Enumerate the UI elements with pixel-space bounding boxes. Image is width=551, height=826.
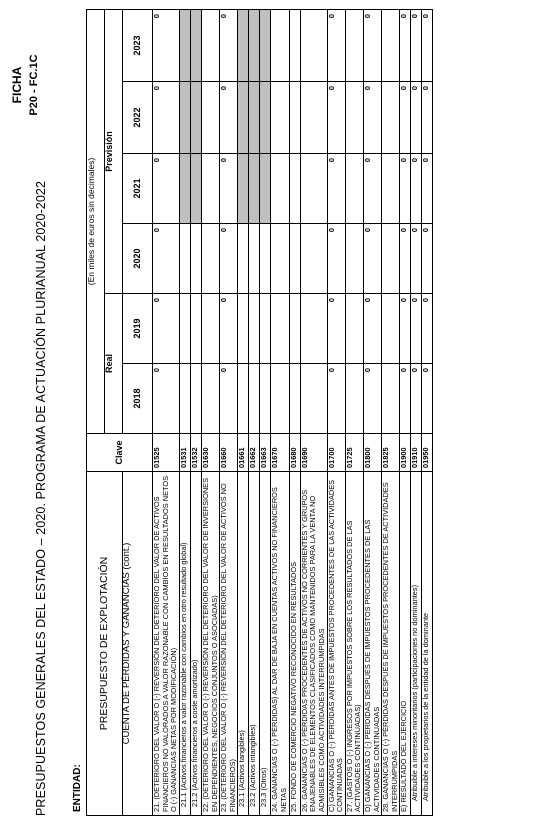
value-cell	[260, 364, 271, 434]
row-code: 01525	[153, 434, 180, 472]
value-cell: 0	[411, 294, 422, 364]
value-cell	[202, 224, 220, 294]
table-row	[300, 9, 327, 815]
value-cell: 0	[400, 9, 411, 81]
value-cell: 0	[327, 224, 345, 294]
value-cell	[260, 82, 271, 154]
value-cell	[300, 154, 327, 224]
value-cell	[191, 294, 202, 364]
table-row	[271, 9, 289, 815]
table-row	[411, 9, 422, 815]
value-cell	[191, 9, 202, 81]
value-cell: 0	[400, 82, 411, 154]
row-label: 26. GANANCIAS O (-) PÉRDIDAS PROCEDENTES DE ACTIVOS NO CORRIENTES Y GRUPOS ENAJENABLES DE ELEMENTOS CLASIFICADOS COMO MANTENIDOS PARA LA VENTA NO ADMISIBLES COMO ACTIVIDADES INTERRUMPIDAS	[300, 472, 327, 816]
prevision-header: Previsión	[105, 9, 123, 293]
value-cell	[382, 294, 400, 364]
value-cell	[271, 294, 289, 364]
row-code: 01680	[289, 434, 300, 472]
year-2019: 2019	[123, 294, 153, 364]
row-code: 01800	[363, 434, 381, 472]
value-cell: 0	[327, 364, 345, 434]
clave-header: Clave	[87, 434, 153, 472]
row-code: 01662	[249, 434, 260, 472]
value-cell	[345, 82, 363, 154]
row-label: E) RESULTADO DEL EJERCICIO	[400, 472, 411, 816]
value-cell: 0	[400, 294, 411, 364]
value-cell: 0	[327, 82, 345, 154]
section-subtitle: CUENTA DE PÉRDIDAS Y GANANCIAS (cont.)	[123, 472, 153, 816]
year-2021: 2021	[123, 154, 153, 224]
value-cell: 0	[363, 82, 381, 154]
row-code: 01825	[382, 434, 400, 472]
value-cell	[271, 82, 289, 154]
year-2022: 2022	[123, 82, 153, 154]
value-cell: 0	[422, 294, 433, 364]
table-row	[289, 9, 300, 815]
value-cell: 0	[327, 9, 345, 81]
row-label: 24. GANANCIAS O (-) PÉRDIDAS) AL DAR DE BAJA EN CUENTAS ACTIVOS NO FINANCIEROS NETAS	[271, 472, 289, 816]
value-cell	[202, 294, 220, 364]
value-cell	[249, 9, 260, 81]
value-cell: 0	[153, 9, 180, 81]
value-cell: 0	[422, 82, 433, 154]
row-code: 01725	[345, 434, 363, 472]
value-cell	[382, 82, 400, 154]
value-cell	[191, 154, 202, 224]
value-cell: 0	[411, 364, 422, 434]
value-cell	[271, 154, 289, 224]
value-cell	[345, 154, 363, 224]
table-row	[220, 9, 238, 815]
table-row	[260, 9, 271, 815]
value-cell	[249, 294, 260, 364]
value-cell	[249, 154, 260, 224]
value-cell: 0	[400, 154, 411, 224]
table-row	[422, 9, 433, 815]
row-code: 01690	[300, 434, 327, 472]
value-cell	[238, 294, 249, 364]
value-cell	[382, 9, 400, 81]
row-label: 21.1 (Activos financieros a valor razonable con cambios en otro resultado global)	[180, 472, 191, 816]
value-cell	[180, 224, 191, 294]
year-2023: 2023	[123, 9, 153, 81]
units-note: (En miles de euros sin decimales)	[87, 9, 105, 433]
value-cell	[271, 364, 289, 434]
row-code: 01900	[400, 434, 411, 472]
value-cell	[180, 294, 191, 364]
ficha-code: P20 - FC.1C	[28, 54, 40, 116]
value-cell: 0	[220, 9, 238, 81]
table-row	[327, 9, 345, 815]
value-cell	[382, 154, 400, 224]
value-cell	[202, 9, 220, 81]
value-cell	[191, 82, 202, 154]
value-cell: 0	[220, 224, 238, 294]
value-cell	[180, 82, 191, 154]
row-code: 01700	[327, 434, 345, 472]
value-cell: 0	[327, 154, 345, 224]
value-cell	[345, 224, 363, 294]
value-cell	[300, 364, 327, 434]
value-cell	[289, 364, 300, 434]
row-label: D) GANANCIAS O (-) PÉRDIDAS DESPUÉS DE IMPUESTOS PROCEDENTES DE LAS ACTIVIDADES CONTINUADAS	[363, 472, 381, 816]
value-cell	[249, 364, 260, 434]
value-cell	[345, 294, 363, 364]
value-cell: 0	[363, 364, 381, 434]
value-cell: 0	[220, 364, 238, 434]
value-cell	[249, 82, 260, 154]
row-label: 28. GANANCIAS O (-) PÉRDIDAS DESPUÉS DE IMPUESTOS PROCEDENTES DE ACTIVIDADES INTERRUMPIDAS	[382, 472, 400, 816]
value-cell: 0	[327, 294, 345, 364]
value-cell: 0	[153, 364, 180, 434]
value-cell	[289, 9, 300, 81]
value-cell	[180, 9, 191, 81]
row-label: 23. (DETERIORO DEL VALOR O (-) REVERSIÓN DEL DETERIORO DEL VALOR DE ACTIVOS NO FINANCIEROS)	[220, 472, 238, 816]
value-cell: 0	[411, 224, 422, 294]
real-header: Real	[105, 294, 123, 434]
value-cell: 0	[153, 224, 180, 294]
row-label: 22. (DETERIORO DEL VALOR O (-) REVERSIÓN DEL DETERIORO DEL VALOR DE INVERSIONES EN DEPENDIENTES, NEGOCIOS CONJUNTOS O ASOCIADAS)	[202, 472, 220, 816]
row-code: 01950	[422, 434, 433, 472]
value-cell: 0	[153, 294, 180, 364]
table-row	[363, 9, 381, 815]
ficha-box	[8, 10, 42, 160]
title-bar	[8, 10, 66, 816]
row-code: 01910	[411, 434, 422, 472]
value-cell	[238, 154, 249, 224]
row-label: 21.2 (Activos financieros a coste amortizado)	[191, 472, 202, 816]
value-cell: 0	[411, 82, 422, 154]
entidad-label: ENTIDAD:	[72, 764, 83, 812]
value-cell	[271, 9, 289, 81]
value-cell	[300, 294, 327, 364]
document-title: PRESUPUESTOS GENERALES DEL ESTADO – 2020. PROGRAMA DE ACTUACIÓN PLURIANUAL 2020-2022	[34, 180, 48, 816]
value-cell: 0	[220, 154, 238, 224]
value-cell	[202, 364, 220, 434]
value-cell: 0	[363, 9, 381, 81]
value-cell: 0	[411, 154, 422, 224]
table-row	[382, 9, 400, 815]
value-cell	[238, 364, 249, 434]
value-cell	[289, 82, 300, 154]
value-cell	[180, 154, 191, 224]
table-row	[153, 9, 180, 815]
row-code: 01661	[238, 434, 249, 472]
value-cell	[260, 154, 271, 224]
value-cell: 0	[363, 294, 381, 364]
value-cell: 0	[422, 224, 433, 294]
value-cell: 0	[411, 9, 422, 81]
row-label: 27. (GASTOS O (-) INGRESOS POR IMPUESTOS SOBRE LOS RESULTADOS DE LAS ACTIVIDADES CONTINUADAS)	[345, 472, 363, 816]
table-row	[238, 9, 249, 815]
year-2018: 2018	[123, 364, 153, 434]
table-row	[345, 9, 363, 815]
value-cell	[238, 9, 249, 81]
value-cell	[300, 9, 327, 81]
value-cell: 0	[153, 154, 180, 224]
value-cell	[260, 294, 271, 364]
value-cell	[271, 224, 289, 294]
ficha-label: FICHA	[10, 66, 24, 104]
row-label: 25. FONDO DE COMERCIO NEGATIVO RECONOCIDO EN RESULTADOS	[289, 472, 300, 816]
pyg-table	[86, 9, 433, 816]
value-cell	[202, 82, 220, 154]
value-cell: 0	[400, 364, 411, 434]
table-row	[202, 9, 220, 815]
row-label: 21. (DETERIORO DEL VALOR O (-) REVERSIÓN DEL DETERIORO DEL VALOR DE ACTIVOS FINANCIEROS NO VALORADOS A VALOR RAZONABLE CON CAMBIOS EN RESULTADOS NETOS O (-) GANANCIAS NETAS POR MODIFICACIÓN)	[153, 472, 180, 816]
value-cell: 0	[422, 9, 433, 81]
value-cell	[300, 224, 327, 294]
table-row	[180, 9, 191, 815]
row-label: Atribuible a intereses minoritarios (participaciones no dominantes)	[411, 472, 422, 816]
value-cell	[289, 224, 300, 294]
row-code: 01532	[191, 434, 202, 472]
value-cell: 0	[400, 224, 411, 294]
row-label: 23.2 (Activos intangibles)	[249, 472, 260, 816]
value-cell	[289, 294, 300, 364]
row-code: 01531	[180, 434, 191, 472]
value-cell: 0	[220, 294, 238, 364]
value-cell	[382, 224, 400, 294]
row-label: 23.1 (Activos tangibles)	[238, 472, 249, 816]
table-row	[191, 9, 202, 815]
row-label: Atribuible a los propietarios de la entidad de la dominante	[422, 472, 433, 816]
value-cell	[260, 224, 271, 294]
value-cell	[249, 224, 260, 294]
row-label: C) GANANCIAS O (-) PÉRDIDAS ANTES DE IMPUESTOS PROCEDENTES DE LAS ACTIVIDADES CONTINUADAS	[327, 472, 345, 816]
value-cell	[238, 82, 249, 154]
row-code: 01660	[220, 434, 238, 472]
row-code: 01630	[202, 434, 220, 472]
value-cell: 0	[220, 82, 238, 154]
value-cell	[260, 9, 271, 81]
value-cell: 0	[363, 154, 381, 224]
value-cell	[180, 364, 191, 434]
value-cell	[191, 364, 202, 434]
section-title: PRESUPUESTO DE EXPLOTACIÓN	[87, 472, 123, 816]
value-cell	[300, 82, 327, 154]
value-cell	[289, 154, 300, 224]
table-row	[249, 9, 260, 815]
value-cell: 0	[153, 82, 180, 154]
row-code: 01663	[260, 434, 271, 472]
value-cell	[382, 364, 400, 434]
value-cell	[191, 224, 202, 294]
value-cell	[345, 364, 363, 434]
value-cell	[345, 9, 363, 81]
value-cell: 0	[363, 224, 381, 294]
value-cell	[238, 224, 249, 294]
row-label: 23.3 (Otros)	[260, 472, 271, 816]
value-cell: 0	[422, 364, 433, 434]
year-2020: 2020	[123, 224, 153, 294]
value-cell	[202, 154, 220, 224]
row-code: 01670	[271, 434, 289, 472]
value-cell: 0	[422, 154, 433, 224]
table-row	[400, 9, 411, 815]
